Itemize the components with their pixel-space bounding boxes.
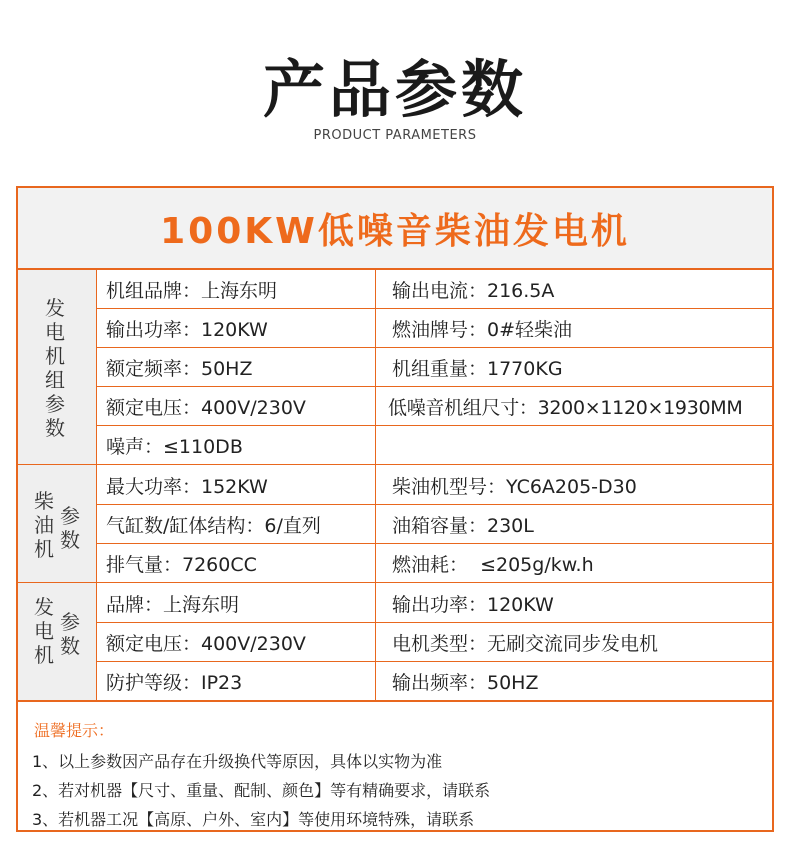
page-title: 产品参数 [262, 53, 527, 126]
row-divider [96, 543, 772, 544]
genset-cell-right-5 [376, 426, 772, 464]
alternator-cell-right-3: 输出频率：50HZ [392, 671, 539, 694]
alternator-cell-right-1: 输出功率：120KW [392, 593, 554, 616]
note-item-2: 2、若对机器【尺寸、重量、配制、颜色】等有精确要求，请联系 [32, 781, 491, 800]
column-divider [96, 270, 97, 700]
genset-cell-left-4: 额定电压：400V/230V [106, 396, 306, 419]
engine-cell-right-3: 燃油耗： ≤205g/kw.h [392, 553, 594, 576]
group-engine-label-a: 柴油机 [34, 489, 54, 561]
notes-heading: 温馨提示： [34, 721, 115, 740]
note-item-3: 3、若机器工况【高原、户外、室内】等使用环境特殊，请联系 [32, 810, 475, 829]
group-engine-label-b: 参数 [60, 504, 80, 552]
spec-frame [16, 186, 774, 832]
alternator-cell-left-2: 额定电压：400V/230V [106, 632, 306, 655]
group-engine-cell [18, 465, 96, 582]
row-divider [96, 386, 772, 387]
engine-cell-right-1: 柴油机型号：YC6A205-D30 [392, 475, 637, 498]
alternator-cell-left-3: 防护等级：IP23 [106, 671, 243, 694]
page-subtitle: PRODUCT PARAMETERS [313, 128, 477, 143]
group-alternator-label-b: 参数 [60, 610, 80, 658]
engine-cell-left-3: 排气量：7260CC [106, 553, 257, 576]
note-item-1: 1、以上参数因产品存在升级换代等原因，具体以实物为准 [32, 752, 443, 771]
row-divider [96, 425, 772, 426]
engine-cell-left-1: 最大功率：152KW [106, 475, 268, 498]
group-genset-label: 发电机组参数 [45, 296, 65, 440]
genset-cell-left-5: 噪声：≤110DB [106, 435, 243, 458]
genset-cell-right-3: 机组重量：1770KG [392, 357, 563, 380]
row-divider [96, 622, 772, 623]
spec-table [18, 270, 772, 700]
row-divider [96, 661, 772, 662]
genset-cell-left-1: 机组品牌：上海东明 [106, 279, 278, 302]
group-divider [18, 464, 772, 465]
engine-cell-right-2: 油箱容量：230L [392, 514, 534, 537]
alternator-cell-left-1: 品牌：上海东明 [106, 593, 240, 616]
genset-cell-right-1: 输出电流：216.5A [392, 279, 555, 302]
genset-cell-right-2: 燃油牌号：0#轻柴油 [392, 318, 573, 341]
group-alternator-cell [18, 583, 96, 700]
genset-cell-left-2: 输出功率：120KW [106, 318, 268, 341]
group-alternator-label-a: 发电机 [34, 595, 54, 667]
genset-cell-right-4: 低噪音机组尺寸：3200×1120×1930MM [388, 396, 743, 419]
notes-section [18, 702, 772, 832]
column-divider [375, 270, 376, 700]
row-divider [96, 347, 772, 348]
genset-cell-left-3: 额定频率：50HZ [106, 357, 253, 380]
product-title: 100KW低噪音柴油发电机 [18, 188, 772, 270]
row-divider [96, 504, 772, 505]
engine-cell-left-2: 气缸数/缸体结构：6/直列 [106, 514, 321, 537]
alternator-cell-right-2: 电机类型：无刷交流同步发电机 [392, 632, 659, 655]
group-divider [18, 582, 772, 583]
row-divider [96, 308, 772, 309]
